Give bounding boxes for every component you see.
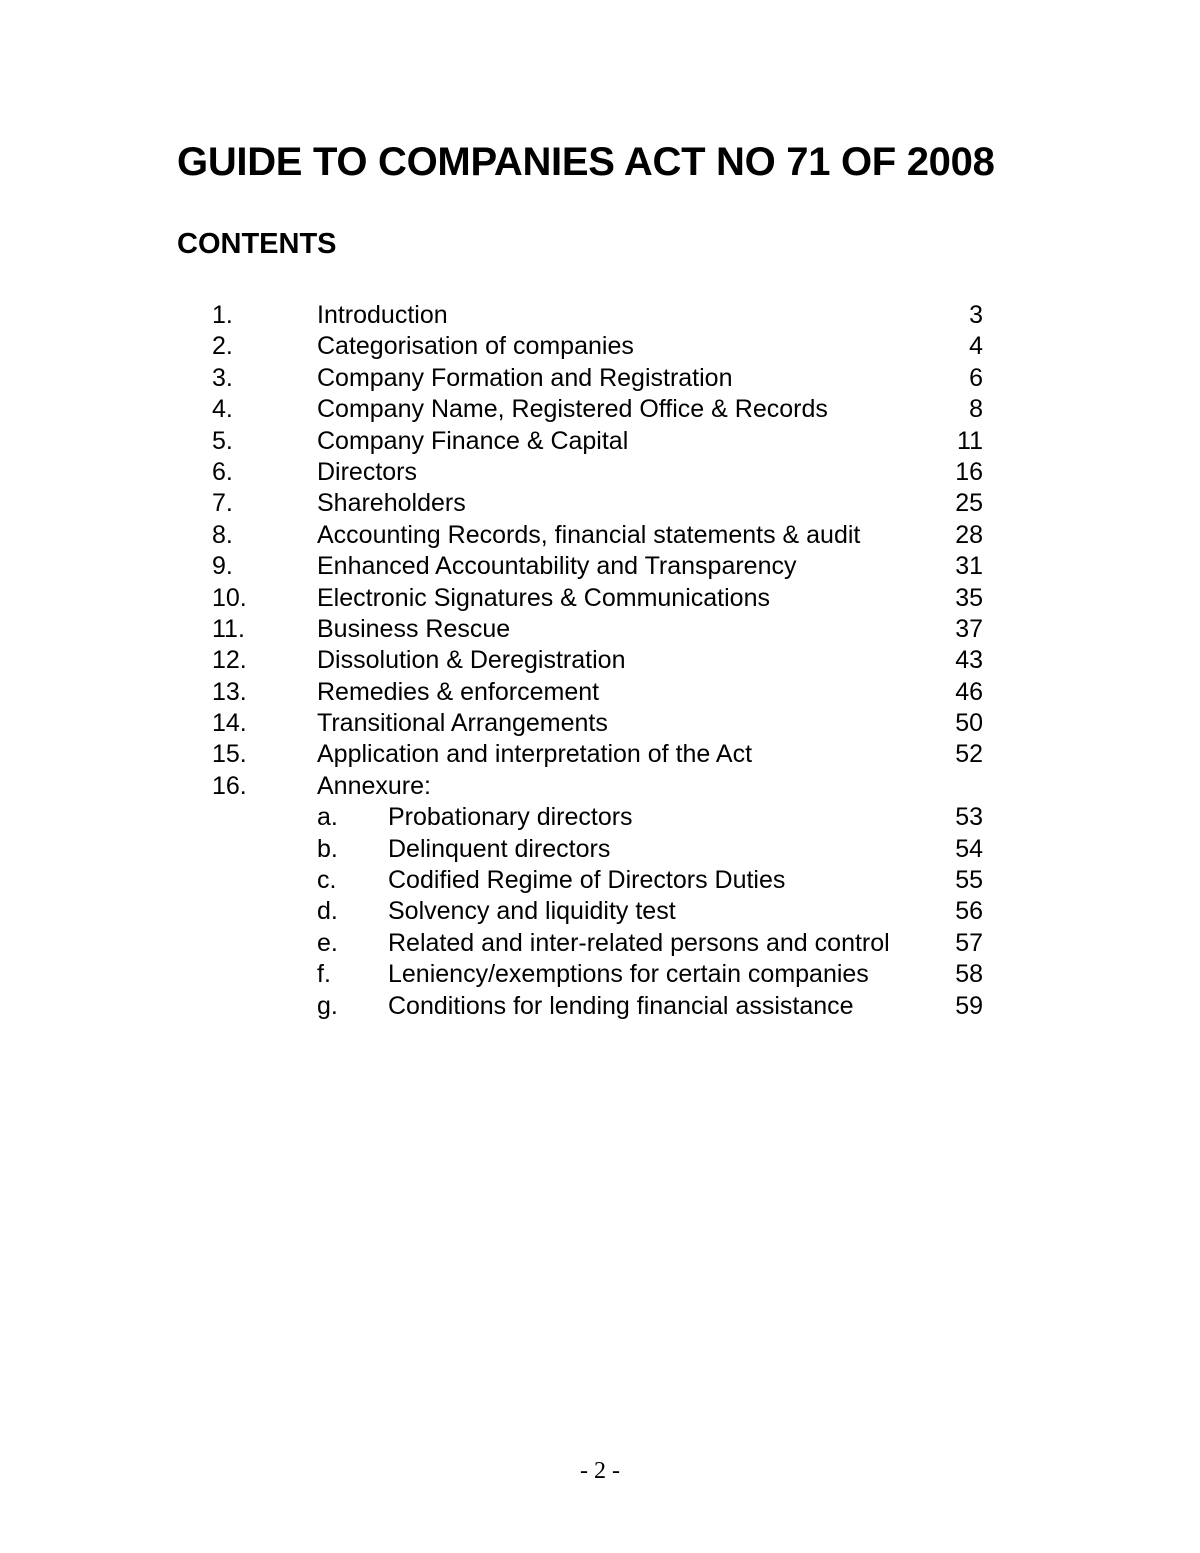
toc-entry-page: 35: [955, 583, 983, 612]
toc-entry-label: Business Rescue: [317, 614, 511, 643]
toc-entry-number: 12.: [212, 646, 247, 675]
toc-entry-number: 3.: [212, 363, 233, 392]
annexure-entry-label: Solvency and liquidity test: [388, 897, 676, 926]
annexure-entry-page: 58: [955, 960, 983, 989]
annexure-entry-label: Leniency/exemptions for certain companies: [388, 960, 869, 989]
toc-entry-page: 4: [969, 332, 983, 361]
toc-entry[interactable]: [0, 520, 1200, 551]
annexure-entry-letter: d.: [317, 897, 338, 926]
annexure-entry[interactable]: [0, 928, 1200, 959]
annexure-entry-label: Conditions for lending financial assistance: [388, 991, 854, 1020]
toc-entry-number: 6.: [212, 457, 233, 486]
toc-entry-label: Enhanced Accountability and Transparency: [317, 552, 797, 581]
toc-entry-page: 25: [955, 489, 983, 518]
toc-entry-number: 5.: [212, 426, 233, 455]
toc-entry-number: 4.: [212, 395, 233, 424]
annexure-entry-letter: g.: [317, 991, 338, 1020]
toc-entry[interactable]: [0, 583, 1200, 614]
annexure-entry-page: 59: [955, 991, 983, 1020]
toc-entry-label: Remedies & enforcement: [317, 677, 600, 706]
toc-entry-page: 50: [955, 709, 983, 738]
annexure-entry[interactable]: [0, 959, 1200, 990]
annexure-entry[interactable]: [0, 865, 1200, 896]
toc-entry[interactable]: [0, 771, 1200, 802]
toc-entry-page: 11: [957, 426, 983, 455]
annexure-entry-page: 57: [955, 928, 983, 957]
annexure-entry-letter: f.: [317, 960, 331, 989]
annexure-entry-page: 53: [955, 803, 983, 832]
annexure-entry[interactable]: [0, 896, 1200, 927]
annexure-entry[interactable]: [0, 802, 1200, 833]
toc-entry-label: Categorisation of companies: [317, 332, 634, 361]
toc-entry[interactable]: [0, 739, 1200, 770]
toc-entry-number: 10.: [212, 583, 247, 612]
toc-entry-number: 7.: [212, 489, 233, 518]
toc-entry-label: Application and interpretation of the Act: [317, 740, 753, 769]
annexure-entry-letter: b.: [317, 834, 338, 863]
toc-entry-page: 3: [969, 301, 983, 329]
toc-entry[interactable]: [0, 708, 1200, 739]
toc-entry-number: 8.: [212, 520, 233, 549]
toc-entry-label: Introduction: [317, 301, 448, 329]
toc-entry-page: 31: [955, 552, 983, 581]
annexure-entry-page: 54: [955, 834, 983, 863]
toc-entry[interactable]: [0, 394, 1200, 425]
toc-entry-page: 8: [969, 395, 983, 424]
annexure-entry-page: 56: [955, 897, 983, 926]
toc-entry-number: 1.: [212, 301, 233, 329]
annexure-entry[interactable]: [0, 991, 1200, 1022]
toc-entry-page: 37: [955, 614, 983, 643]
document-title: GUIDE TO COMPANIES ACT NO 71 OF 2008: [177, 140, 995, 184]
toc-entry[interactable]: [0, 363, 1200, 394]
toc-entry-page: 46: [955, 677, 983, 706]
toc-entry-page: 52: [955, 740, 983, 769]
toc-entry[interactable]: [0, 614, 1200, 645]
toc-entry[interactable]: [0, 457, 1200, 488]
toc-entry-number: 9.: [212, 552, 233, 581]
toc-entry-number: 2.: [212, 332, 233, 361]
annexure-entry-letter: e.: [317, 928, 338, 957]
toc-entry-label: Company Finance & Capital: [317, 426, 629, 455]
toc-entry[interactable]: [0, 645, 1200, 676]
page-number-footer: - 2 -: [580, 1458, 620, 1484]
toc-entry-label: Company Formation and Registration: [317, 363, 733, 392]
toc-entry[interactable]: [0, 488, 1200, 519]
toc-entry-number: 13.: [212, 677, 247, 706]
annexure-entry[interactable]: [0, 834, 1200, 865]
toc-entry-number: 16.: [212, 771, 247, 800]
toc-entry-label: Shareholders: [317, 489, 466, 518]
toc-entry-label: Electronic Signatures & Communications: [317, 583, 770, 612]
annexure-entry-letter: c.: [317, 866, 337, 895]
toc-entry-page: 43: [955, 646, 983, 675]
toc-entry-label: Accounting Records, financial statements & audit: [317, 520, 861, 549]
toc-entry-label: Transitional Arrangements: [317, 709, 608, 738]
annexure-entry-label: Related and inter-related persons and control: [388, 928, 890, 957]
toc-entry-page: 16: [955, 457, 983, 486]
toc-entry-page: 6: [969, 363, 983, 392]
toc-entry-label: Annexure:: [317, 771, 431, 800]
table-of-contents: [0, 300, 1200, 1022]
annexure-entry-label: Delinquent directors: [388, 834, 611, 863]
toc-entry-number: 14.: [212, 709, 247, 738]
toc-entry-label: Directors: [317, 457, 418, 486]
annexure-entry-letter: a.: [317, 803, 338, 832]
annexure-entry-label: Codified Regime of Directors Duties: [388, 866, 786, 895]
annexure-entry-label: Probationary directors: [388, 803, 633, 832]
annexure-entry-page: 55: [955, 866, 983, 895]
contents-heading: CONTENTS: [177, 228, 337, 260]
toc-entry-number: 11.: [212, 614, 245, 643]
toc-entry[interactable]: [0, 677, 1200, 708]
toc-entry-label: Dissolution & Deregistration: [317, 646, 626, 675]
toc-entry-page: 28: [955, 520, 983, 549]
toc-entry[interactable]: [0, 426, 1200, 457]
toc-entry[interactable]: [0, 331, 1200, 362]
toc-entry-label: Company Name, Registered Office & Records: [317, 395, 828, 424]
toc-entry-number: 15.: [212, 740, 247, 769]
toc-entry[interactable]: [0, 300, 1200, 331]
toc-entry[interactable]: [0, 551, 1200, 582]
